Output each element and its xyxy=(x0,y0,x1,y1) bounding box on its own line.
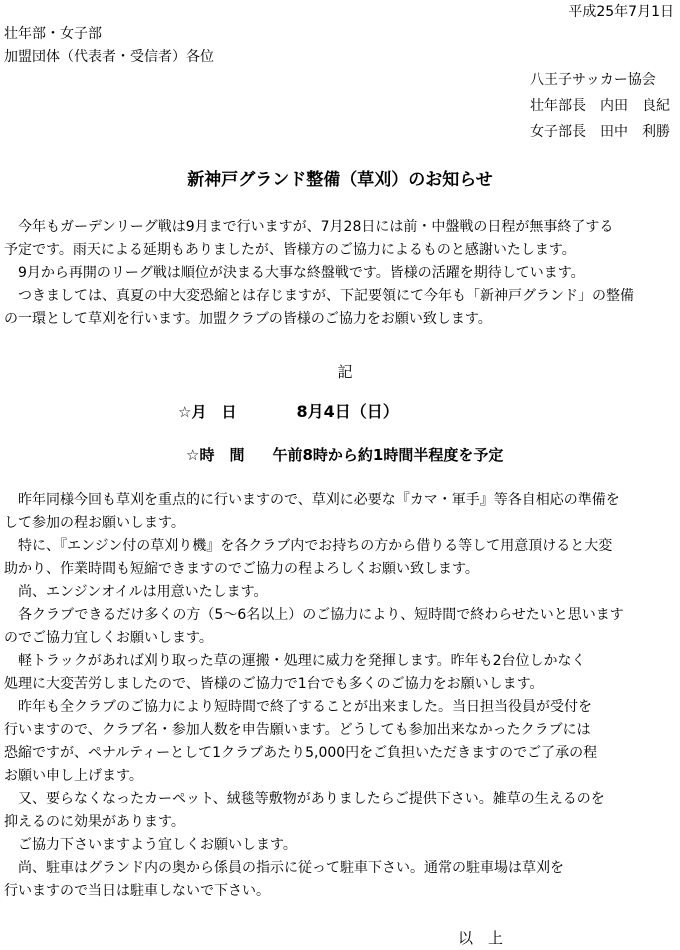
recipient-line-1: 壮年部・女子部 xyxy=(4,26,102,42)
body-line: 又、要らなくなったカーペット、絨毯等敷物がありましたらご提供下さい。雑草の生えるのを xyxy=(4,791,605,807)
body-line: 尚、駐車はグランド内の奥から係員の指示に従って駐車下さい。通常の駐車場は草刈を xyxy=(4,860,564,876)
body-line: お願い申し上げます。 xyxy=(4,768,143,784)
closing-mark: 以 上 xyxy=(458,929,504,947)
document-date: 平成25年7月1日 xyxy=(568,4,674,20)
intro-line: つきましては、真夏の中大変恐縮とは存じますが、下記要領にて今年も「新神戸グランド」の整備 xyxy=(4,288,634,304)
sender-block xyxy=(530,68,670,146)
sender-senior-division-head: 壮年部長 内田 良紀 xyxy=(530,98,670,114)
body-line: 各クラブできるだけ多くの方（5～6名以上）のご協力により、短時間で終わらせたいと思います xyxy=(4,607,624,623)
intro-paragraphs xyxy=(4,215,676,330)
body-line: ご協力下さいますよう宜しくお願いします。 xyxy=(4,837,297,853)
schedule-date-value: 8月4日（日） xyxy=(296,402,399,421)
body-line: 行いますので、クラブ名・参加人数を申告願います。どうしても参加出来なかったクラブには xyxy=(4,722,591,738)
intro-line: 9月から再開のリーグ戦は順位が決まる大事な終盤戦です。皆様の活躍を期待しています。 xyxy=(4,265,585,281)
intro-line: 予定です。雨天による延期もありましたが、皆様方のご協力によるものと感謝いたします。 xyxy=(4,242,576,258)
notation-heading: 記 xyxy=(337,363,353,381)
recipient-line-2: 加盟団体（代表者・受信者）各位 xyxy=(4,49,214,65)
schedule-date-row xyxy=(178,400,399,424)
body-line: のでご協力宜しくお願いします。 xyxy=(4,630,213,646)
body-line: 処理に大変苦労しましたので、皆様のご協力で1台でも多くのご協力をお願いします。 xyxy=(4,676,544,692)
schedule-time-row xyxy=(186,443,503,467)
intro-line: 今年もガーデンリーグ戦は9月まで行いますが、7月28日には前・中盤戦の日程が無事終了する xyxy=(4,219,614,235)
body-line: 昨年同様今回も草刈を重点的に行いますので、草刈に必要な『カマ・軍手』等各自相応の準備を xyxy=(4,492,620,508)
body-line: 行いますので当日は駐車しないで下さい。 xyxy=(4,883,270,899)
body-line: 軽トラックがあれば刈り取った草の運搬・処理に威力を発揮します。昨年も2台位しかなく xyxy=(4,653,586,669)
schedule-time-value: 午前8時から約1時間半程度を予定 xyxy=(272,446,504,464)
schedule-date-label: ☆月 日 xyxy=(178,403,237,421)
body-line: 尚、エンジンオイルは用意いたします。 xyxy=(4,584,268,600)
sender-organization: 八王子サッカー協会 xyxy=(530,72,656,88)
document-title: 新神戸グランド整備（草刈）のお知らせ xyxy=(187,170,493,190)
body-line: 抑えるのに効果があります。 xyxy=(4,814,185,830)
body-line: 恐縮ですが、ペナルティーとして1クラブあたり5,000円をご負担いただきますのでご了承の程 xyxy=(4,745,598,761)
body-paragraphs xyxy=(4,488,676,902)
body-line: 特に、『エンジン付の草刈り機』を各クラブ内でお持ちの方から借りる等して用意頂けると大変 xyxy=(4,538,613,554)
body-line: 昨年も全クラブのご協力により短時間で終了することが出来ました。当日担当役員が受付を xyxy=(4,699,592,715)
body-line: 助かり、作業時間も短縮できますのでご協力の程よろしくお願い致します。 xyxy=(4,561,479,577)
body-line: して参加の程お願いします。 xyxy=(4,515,185,531)
schedule-time-label: ☆時 間 xyxy=(186,446,245,464)
sender-women-division-head: 女子部長 田中 利勝 xyxy=(530,124,670,140)
intro-line: の一環として草刈を行います。加盟クラブの皆様のご協力をお願い致します。 xyxy=(4,311,492,327)
